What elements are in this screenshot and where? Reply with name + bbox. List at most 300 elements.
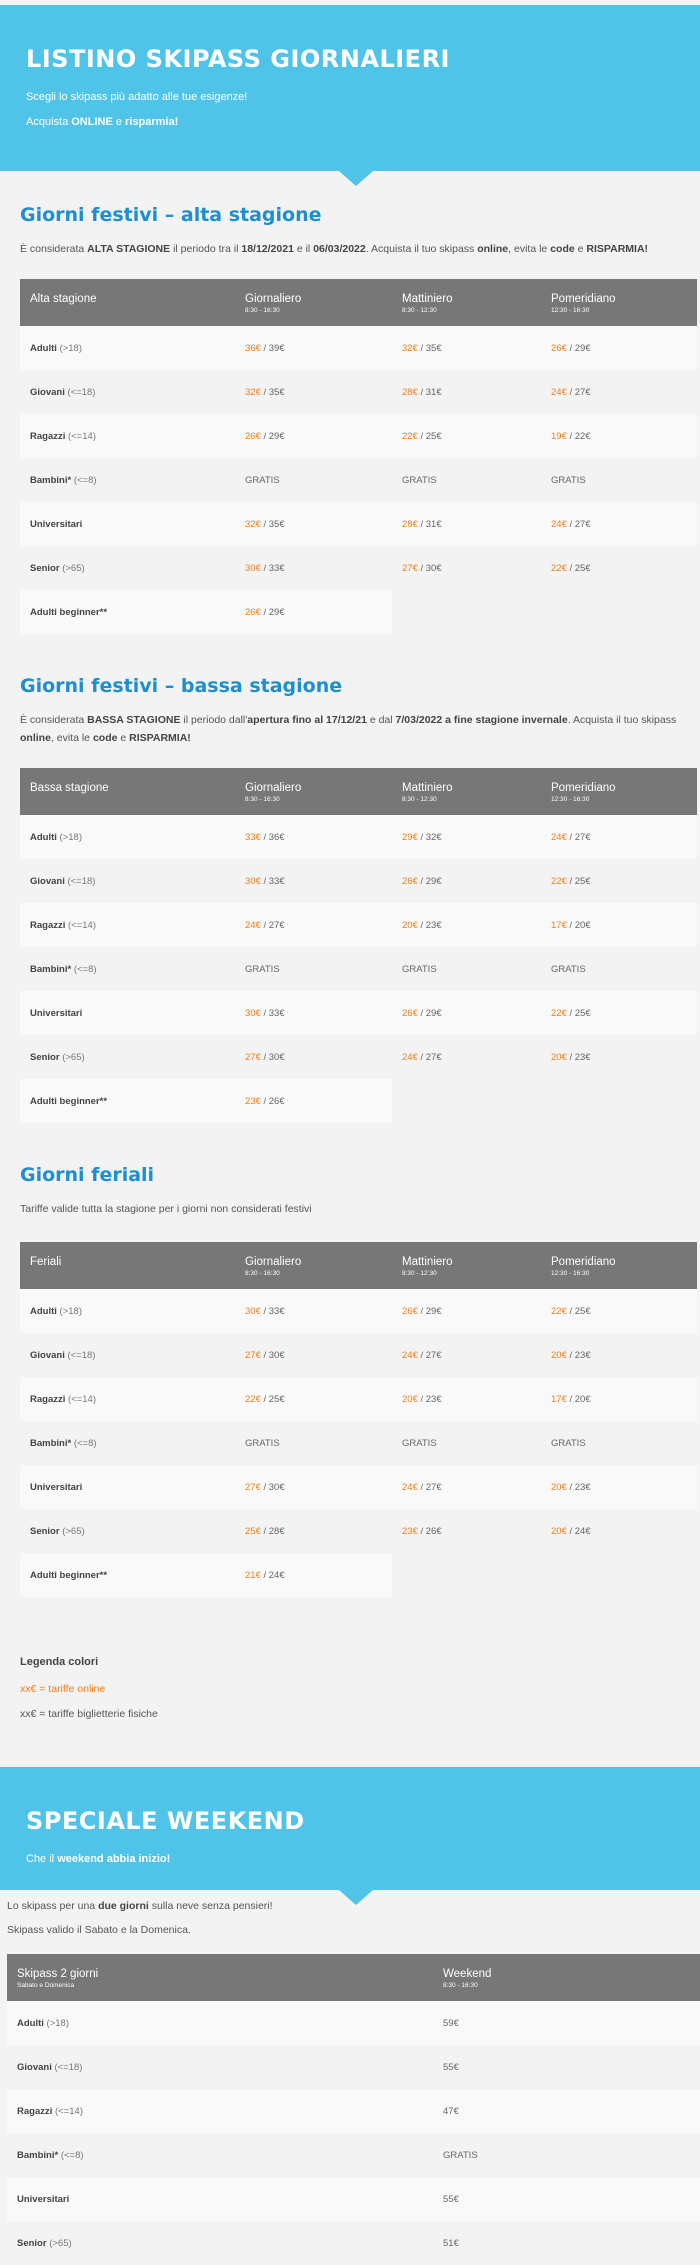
price-cell: [392, 1289, 541, 1333]
price-cell: [392, 815, 541, 859]
desk-price: / 30€: [260, 1349, 285, 1361]
section-title: Giorni festivi – bassa stagione: [20, 675, 343, 697]
category-age: (>18): [56, 342, 83, 354]
header-category: [20, 768, 235, 815]
online-price: 22€: [245, 1393, 261, 1405]
description-part: RISPARMIA!: [586, 243, 649, 255]
price-cell: [541, 326, 697, 370]
row-category: [7, 2221, 433, 2265]
hero-cta: [26, 116, 674, 128]
price-cell: [541, 903, 697, 947]
weekend-price-cell: 55€: [433, 2177, 700, 2221]
row-category: [20, 859, 235, 903]
row-category: [20, 1509, 235, 1553]
legend-physical: xx€ = tariffe biglietterie fisiche: [20, 1708, 158, 1720]
weekend-intro-line2: Skipass valido il Sabato e la Domenica.: [7, 1924, 191, 1936]
section-title: Giorni feriali: [20, 1164, 155, 1186]
category-name: Universitari: [30, 1007, 83, 1019]
empty-cell: [541, 1079, 697, 1123]
price-cell: [541, 458, 697, 502]
price-cell: [235, 991, 392, 1035]
header-hours: 12:30 - 16:30: [551, 307, 590, 314]
price-cell: [392, 1421, 541, 1465]
description-part: e dal: [366, 714, 396, 726]
header-label: Giornaliero: [245, 293, 302, 305]
section-description: [20, 711, 680, 747]
price-cell: [392, 370, 541, 414]
online-price: 23€: [245, 1095, 261, 1107]
desk-price: / 27€: [566, 831, 591, 843]
weekend-table-header: [7, 1954, 700, 2001]
desk-price: / 32€: [417, 831, 442, 843]
category-age: (<=14): [65, 919, 97, 931]
desk-price: / 22€: [566, 430, 591, 442]
description-part: e: [117, 732, 130, 744]
price-cell: [541, 815, 697, 859]
category-name: Bambini*: [17, 2149, 59, 2161]
online-price: 30€: [245, 1305, 261, 1317]
category-name: Ragazzi: [17, 2105, 53, 2117]
desk-price: GRATIS: [551, 474, 586, 486]
category-name: Adulti: [17, 2017, 44, 2029]
weekend-table-row: [7, 2177, 700, 2221]
category-age: (>65): [46, 2237, 72, 2249]
desk-price: / 36€: [260, 831, 285, 843]
desk-price: / 27€: [260, 919, 285, 931]
row-category: [20, 1035, 235, 1079]
category-name: Giovani: [30, 386, 65, 398]
price-cell: [235, 815, 392, 859]
hero-arrow-icon: [339, 171, 373, 186]
weekend-header-category-sub: Sabato e Domenica: [17, 1982, 75, 1989]
table-row: [20, 1035, 697, 1079]
price-cell: [392, 546, 541, 590]
online-price: 33€: [245, 831, 261, 843]
price-cell: [235, 546, 392, 590]
desk-price: / 29€: [417, 875, 442, 887]
online-price: 30€: [245, 875, 261, 887]
online-price: 30€: [245, 1007, 261, 1019]
online-price: 23€: [402, 1525, 418, 1537]
category-name: Universitari: [17, 2193, 70, 2205]
price-cell: [541, 502, 697, 546]
desk-price: / 35€: [260, 386, 285, 398]
online-price: 24€: [551, 386, 567, 398]
price-cell: [235, 1333, 392, 1377]
row-category: [20, 590, 235, 634]
row-category: [7, 2177, 433, 2221]
weekend-price-cell: GRATIS: [433, 2133, 700, 2177]
description-part: code: [92, 732, 118, 744]
hero-cta-save: risparmia!: [125, 116, 179, 128]
online-price: 22€: [551, 875, 567, 887]
table-row: [20, 590, 697, 634]
desk-price: / 33€: [260, 1305, 285, 1317]
category-age: (>18): [56, 1305, 83, 1317]
desk-price: / 31€: [417, 518, 442, 530]
online-price: 22€: [402, 430, 418, 442]
desk-price: / 29€: [260, 606, 285, 618]
header-time-slot: [235, 768, 392, 815]
price-cell: [541, 1465, 697, 1509]
price-cell: [392, 947, 541, 991]
legend-title: Legenda colori: [20, 1656, 99, 1668]
category-name: Senior: [30, 1525, 60, 1537]
category-age: (<=18): [51, 2061, 83, 2073]
price-section: [0, 204, 700, 634]
weekend-header-price-sub: 8:30 - 16:30: [443, 1982, 478, 1989]
price-cell: [392, 1377, 541, 1421]
header-time-slot: [392, 279, 541, 326]
desk-price: / 26€: [417, 1525, 442, 1537]
description-part: È considerata: [20, 714, 88, 726]
header-hours: 8:30 - 12:30: [402, 796, 437, 803]
online-price: 26€: [402, 1305, 418, 1317]
desk-price: / 33€: [260, 875, 285, 887]
desk-price: / 25€: [566, 1007, 591, 1019]
header-hours: 12:30 - 16:30: [551, 1270, 590, 1277]
description-part: il periodo tra il: [170, 243, 242, 255]
table-row: [20, 1421, 697, 1465]
desk-price: / 25€: [566, 562, 591, 574]
header-time-slot: [541, 768, 697, 815]
desk-price: / 29€: [417, 1305, 442, 1317]
legend-online: xx€ = tariffe online: [20, 1683, 106, 1695]
desk-price: GRATIS: [402, 963, 437, 975]
desk-price: / 23€: [417, 919, 442, 931]
row-category: [20, 1465, 235, 1509]
description-part: , evita le: [50, 732, 93, 744]
price-cell: [235, 1079, 392, 1123]
desk-price: / 20€: [566, 919, 591, 931]
price-cell: [392, 991, 541, 1035]
weekend-price-cell: 51€: [433, 2221, 700, 2265]
weekend-price-table: [7, 1954, 700, 2265]
desk-price: / 27€: [566, 386, 591, 398]
price-cell: [541, 991, 697, 1035]
price-cell: [235, 1035, 392, 1079]
price-cell: [235, 1421, 392, 1465]
row-category: [20, 1553, 235, 1597]
price-cell: [235, 590, 392, 634]
online-price: 24€: [551, 518, 567, 530]
desk-price: / 25€: [417, 430, 442, 442]
table-row: [20, 326, 697, 370]
desk-price: GRATIS: [245, 963, 280, 975]
online-price: 20€: [402, 919, 418, 931]
description-part: È considerata: [20, 243, 88, 255]
description-part: RISPARMIA!: [129, 732, 191, 744]
table-row: [20, 1553, 697, 1597]
desk-price: GRATIS: [245, 474, 280, 486]
table-row: [20, 1465, 697, 1509]
price-cell: [235, 502, 392, 546]
header-label: Pomeridiano: [551, 293, 616, 305]
online-price: 20€: [402, 1393, 418, 1405]
weekend-table-row: [7, 2089, 700, 2133]
category-name: Adulti beginner**: [30, 606, 108, 618]
price-cell: [235, 1509, 392, 1553]
online-price: 32€: [245, 518, 261, 530]
price-cell: [392, 1465, 541, 1509]
price-cell: [235, 947, 392, 991]
category-age: (>65): [59, 562, 85, 574]
online-price: 26€: [551, 342, 567, 354]
header-time-slot: [541, 1242, 697, 1289]
table-row: [20, 815, 697, 859]
online-price: 26€: [402, 875, 418, 887]
category-age: (<=8): [71, 474, 97, 486]
category-age: (<=18): [64, 875, 96, 887]
price-cell: [392, 1035, 541, 1079]
price-cell: [541, 1289, 697, 1333]
row-category: [20, 1289, 235, 1333]
online-price: 26€: [245, 606, 261, 618]
category-name: Universitari: [30, 518, 83, 530]
category-age: (<=14): [65, 430, 97, 442]
description-part: ALTA STAGIONE: [87, 243, 171, 255]
hero-cta-mid: e: [112, 116, 126, 128]
price-cell: [541, 370, 697, 414]
weekend-header-price: [433, 1954, 700, 2001]
empty-cell: [392, 1079, 541, 1123]
hero-cta-prefix: Acquista: [26, 116, 72, 128]
table-header-row: [20, 1242, 697, 1289]
price-cell: [541, 1421, 697, 1465]
desk-price: / 30€: [260, 1481, 285, 1493]
price-cell: [392, 1509, 541, 1553]
weekend-table-row: [7, 2133, 700, 2177]
online-price: 20€: [551, 1051, 567, 1063]
desk-price: / 27€: [417, 1481, 442, 1493]
weekend-price-cell: 59€: [433, 2001, 700, 2045]
online-price: 20€: [551, 1481, 567, 1493]
desk-price: / 28€: [260, 1525, 285, 1537]
header-time-slot: [235, 1242, 392, 1289]
price-cell: [235, 1465, 392, 1509]
category-name: Universitari: [30, 1481, 83, 1493]
header-hours: 8:30 - 12:30: [402, 1270, 437, 1277]
section-description: [20, 240, 680, 258]
price-cell: [235, 1289, 392, 1333]
section-description: [20, 1200, 680, 1218]
category-age: (>18): [56, 831, 83, 843]
desk-price: / 27€: [417, 1051, 442, 1063]
category-name: Adulti: [30, 831, 57, 843]
header-hours: 8:30 - 16:30: [245, 307, 280, 314]
row-category: [20, 1421, 235, 1465]
price-cell: [541, 859, 697, 903]
header-label: Giornaliero: [245, 782, 302, 794]
description-part: code: [550, 243, 575, 255]
desk-price: / 25€: [566, 1305, 591, 1317]
table-row: [20, 1377, 697, 1421]
category-name: Bambini*: [30, 1437, 72, 1449]
price-cell: [235, 458, 392, 502]
weekend-intro-prefix: Lo skipass per una: [7, 1900, 99, 1912]
header-label: Mattiniero: [402, 293, 453, 305]
category-name: Senior: [30, 1051, 60, 1063]
empty-cell: [541, 1553, 697, 1597]
description-part: apertura fino al 17/12/21: [247, 714, 367, 726]
category-name: Senior: [30, 562, 60, 574]
desk-price: / 27€: [417, 1349, 442, 1361]
hero-cta-online: ONLINE: [71, 116, 113, 128]
empty-cell: [392, 1553, 541, 1597]
desk-price: / 23€: [566, 1051, 591, 1063]
category-name: Adulti: [30, 342, 57, 354]
row-category: [20, 903, 235, 947]
category-name: Bambini*: [30, 963, 72, 975]
row-category: [20, 546, 235, 590]
price-sections: [0, 204, 700, 1597]
category-name: Bambini*: [30, 474, 72, 486]
online-price: 17€: [551, 1393, 567, 1405]
empty-cell: [541, 590, 697, 634]
price-cell: [541, 1035, 697, 1079]
desk-price: / 29€: [417, 1007, 442, 1019]
category-age: (>65): [59, 1051, 85, 1063]
online-price: 20€: [551, 1349, 567, 1361]
category-age: (>18): [43, 2017, 70, 2029]
category-name: Giovani: [30, 875, 65, 887]
header-time-slot: [392, 1242, 541, 1289]
price-section: [0, 1164, 700, 1597]
description-part: 7/03/2022 a fine stagione invernale: [395, 714, 568, 726]
description-part: . Acquista il tuo skipass: [567, 714, 677, 726]
online-price: 30€: [245, 562, 261, 574]
header-hours: 8:30 - 16:30: [245, 796, 280, 803]
price-cell: [541, 414, 697, 458]
table-row: [20, 546, 697, 590]
page-title: LISTINO SKIPASS GIORNALIERI: [26, 45, 450, 73]
row-category: [7, 2089, 433, 2133]
desk-price: / 27€: [566, 518, 591, 530]
desk-price: GRATIS: [245, 1437, 280, 1449]
header-category: [20, 1242, 235, 1289]
row-category: [20, 1333, 235, 1377]
table-row: [20, 1289, 697, 1333]
row-category: [20, 458, 235, 502]
row-category: [20, 414, 235, 458]
category-name: Ragazzi: [30, 919, 66, 931]
row-category: [20, 1377, 235, 1421]
header-label: Feriali: [30, 1256, 62, 1268]
category-age: (>65): [59, 1525, 85, 1537]
row-category: [20, 370, 235, 414]
weekend-table-row: [7, 2001, 700, 2045]
table-row: [20, 1333, 697, 1377]
header-hours: 8:30 - 16:30: [245, 1270, 280, 1277]
header-label: Giornaliero: [245, 1256, 302, 1268]
category-age: (<=18): [64, 1349, 96, 1361]
online-price: 28€: [402, 386, 418, 398]
table-row: [20, 1079, 697, 1123]
price-cell: [235, 1553, 392, 1597]
desk-price: GRATIS: [402, 1437, 437, 1449]
weekend-header-category-label: Skipass 2 giorni: [17, 1968, 99, 1980]
category-name: Ragazzi: [30, 1393, 66, 1405]
desk-price: / 25€: [260, 1393, 285, 1405]
weekend-intro-suffix: sulla neve senza pensieri!: [148, 1900, 273, 1912]
description-part: 06/03/2022: [313, 243, 366, 255]
online-price: 32€: [402, 342, 418, 354]
category-name: Giovani: [30, 1349, 65, 1361]
row-category: [20, 815, 235, 859]
row-category: [7, 2133, 433, 2177]
category-age: (<=8): [71, 963, 97, 975]
description-part: BASSA STAGIONE: [87, 714, 181, 726]
price-cell: [541, 1377, 697, 1421]
row-category: [20, 947, 235, 991]
price-cell: [392, 859, 541, 903]
category-name: Adulti beginner**: [30, 1569, 108, 1581]
weekend-title: SPECIALE WEEKEND: [26, 1807, 305, 1835]
price-cell: [392, 414, 541, 458]
desk-price: / 33€: [260, 562, 285, 574]
desk-price: / 23€: [417, 1393, 442, 1405]
desk-price: / 23€: [566, 1481, 591, 1493]
category-age: (<=14): [52, 2105, 84, 2117]
online-price: 22€: [551, 562, 567, 574]
category-age: (<=14): [65, 1393, 97, 1405]
weekend-price-cell: 55€: [433, 2045, 700, 2089]
header-time-slot: [541, 279, 697, 326]
price-cell: [541, 947, 697, 991]
online-price: 27€: [245, 1051, 261, 1063]
description-part: , evita le: [508, 243, 551, 255]
desk-price: / 24€: [566, 1525, 591, 1537]
description-part: online: [477, 243, 509, 255]
desk-price: / 39€: [260, 342, 285, 354]
table-row: [20, 947, 697, 991]
header-label: Bassa stagione: [30, 782, 109, 794]
desk-price: / 30€: [417, 562, 442, 574]
category-name: Ragazzi: [30, 430, 66, 442]
weekend-table-row: [7, 2045, 700, 2089]
online-price: 25€: [245, 1525, 261, 1537]
online-price: 21€: [245, 1569, 261, 1581]
category-age: (<=8): [58, 2149, 84, 2161]
online-price: 26€: [402, 1007, 418, 1019]
table-row: [20, 370, 697, 414]
price-cell: [235, 370, 392, 414]
price-cell: [235, 1377, 392, 1421]
online-price: 24€: [402, 1481, 418, 1493]
row-category: [20, 1079, 235, 1123]
header-label: Pomeridiano: [551, 1256, 616, 1268]
price-cell: [235, 326, 392, 370]
description-part: e: [574, 243, 587, 255]
online-price: 24€: [551, 831, 567, 843]
online-price: 22€: [551, 1305, 567, 1317]
online-price: 22€: [551, 1007, 567, 1019]
header-hours: 12:30 - 16:30: [551, 796, 590, 803]
table-header-row: [20, 279, 697, 326]
desk-price: / 24€: [260, 1569, 285, 1581]
hero-subtitle: Scegli lo skipass più adatto alle tue esigenze!: [26, 91, 248, 103]
empty-cell: [392, 590, 541, 634]
category-age: (<=8): [71, 1437, 97, 1449]
desk-price: GRATIS: [402, 474, 437, 486]
hero-banner: [0, 5, 700, 171]
online-price: 29€: [402, 831, 418, 843]
desk-price: / 33€: [260, 1007, 285, 1019]
category-name: Adulti beginner**: [30, 1095, 108, 1107]
category-age: (<=18): [64, 386, 96, 398]
online-price: 26€: [245, 430, 261, 442]
online-price: 24€: [402, 1349, 418, 1361]
